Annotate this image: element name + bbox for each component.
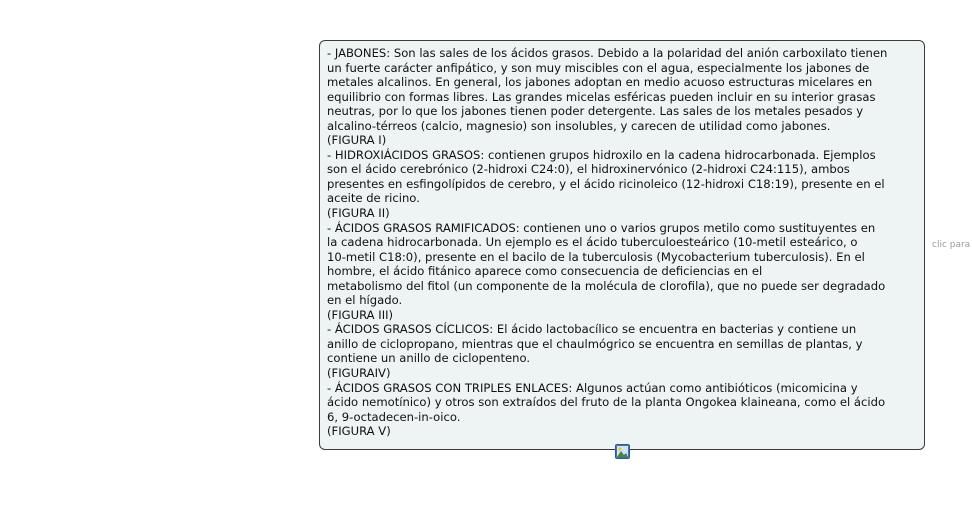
note-line: son el ácido cerebrónico (2-hidroxi C24:0), el hidroxinervónico (2-hidroxi C24:115), ambos [327,162,850,177]
note-line: 10-metil C18:0), presente en el bacilo de la tuberculosis (Mycobacterium tuberculosis). En el [327,249,865,264]
note-line: - HIDROXIÁCIDOS GRASOS: contienen grupos hidroxilo en la cadena hidrocarbonada. Ejemplos [327,147,876,162]
note-line: contiene un anillo de ciclopenteno. [327,351,531,366]
note-line: - ÁCIDOS GRASOS CÍCLICOS: El ácido lactobacílico se encuentra en bacterias y contiene un [327,322,857,337]
note-line: en el hígado. [327,293,403,308]
note-line: presentes en esfingolípidos de cerebro, y el ácido ricinoleico (12-hidroxi C18:19), presente en el [327,176,885,191]
note-line: metales alcalinos. En general, los jabones adoptan en medio acuoso estructuras micelares en [327,75,873,90]
note-line: hombre, el ácido fitánico aparece como consecuencia de deficiencias en el [327,264,763,279]
note-line: - ÁCIDOS GRASOS RAMIFICADOS: contienen uno o varios grupos metilo como sustituyentes en [327,220,876,235]
note-line: - ÁCIDOS GRASOS CON TRIPLES ENLACES: Algunos actúan como antibióticos (micomicina y [327,380,858,395]
note-line: un fuerte carácter anfipático, y son muy miscibles con el agua, especialmente los jabones de [327,60,870,75]
note-text-box[interactable] [319,40,925,450]
attached-image-button[interactable] [615,444,630,459]
note-line: anillo de ciclopropano, mientras que el chaulmógrico se encuentra en semillas de plantas, y [327,336,863,351]
note-line: metabolismo del fitol (un componente de la molécula de clorofila), que no puede ser degradado [327,278,886,293]
note-line: (FIGURA V) [327,424,391,439]
note-line: (FIGURAIV) [327,366,391,381]
note-line: (FIGURA I) [327,133,387,148]
note-line: la cadena hidrocarbonada. Un ejemplo es el ácido tuberculoesteárico (10-metil esteárico, o [327,235,858,250]
note-line: alcalino-térreos (calcio, magnesio) son insolubles, y carecen de utilidad como jabones. [327,118,831,133]
note-line: (FIGURA III) [327,307,394,322]
note-line: equilibrio con formas libres. Las grandes micelas esféricas pueden incluir en su interior grasas [327,89,876,104]
note-line: - JABONES: Son las sales de los ácidos grasos. Debido a la polaridad del anión carboxilato tienen [327,46,888,60]
side-hint-text[interactable]: clic para [932,240,971,250]
note-line: aceite de ricino. [327,191,420,206]
note-line: (FIGURA II) [327,206,390,221]
note-line: 6, 9-octadecen-in-oico. [327,409,461,424]
image-icon [616,445,629,458]
note-line: neutras, por lo que los jabones tienen poder detergente. Las sales de los metales pesados y [327,104,864,119]
note-line: ácido nemotínico) y otros son extraídos del fruto de la planta Ongokea klaineana, como el ácido [327,395,886,410]
